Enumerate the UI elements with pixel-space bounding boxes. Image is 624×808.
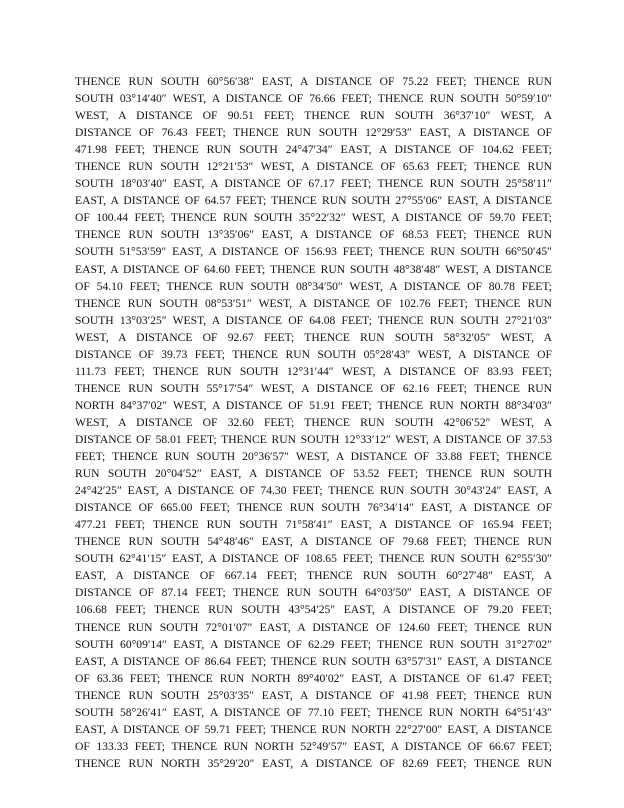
text-line: EAST, A DISTANCE OF 59.71 FEET; THENCE RUN NORTH 22°27′00″ EAST, A DISTANCE	[75, 722, 552, 736]
text-line: DISTANCE OF 87.14 FEET; THENCE RUN SOUTH 64°03′50″ EAST, A DISTANCE OF	[75, 586, 552, 600]
text-line: OF 100.44 FEET; THENCE RUN SOUTH 35°22′32″ WEST, A DISTANCE OF 59.70 FEET;	[75, 211, 552, 225]
text-line: SOUTH 03°14′40″ WEST, A DISTANCE OF 76.66 FEET; THENCE RUN SOUTH 50°59′10″	[75, 92, 552, 106]
text-line: SOUTH 13°03′25″ WEST, A DISTANCE OF 64.08 FEET; THENCE RUN SOUTH 27°21′03″	[75, 313, 552, 327]
text-line: THENCE RUN SOUTH 08°53′51″ WEST, A DISTANCE OF 102.76 FEET; THENCE RUN	[75, 296, 552, 310]
text-line: EAST, A DISTANCE OF 64.60 FEET; THENCE RUN SOUTH 48°38′48″ WEST, A DISTANCE	[75, 262, 552, 276]
text-line: SOUTH 60°09′14″ EAST, A DISTANCE OF 62.29 FEET; THENCE RUN SOUTH 31°27′02″	[75, 637, 552, 651]
text-line: OF 133.33 FEET; THENCE RUN NORTH 52°49′57″ EAST, A DISTANCE OF 66.67 FEET;	[75, 739, 552, 753]
text-line: WEST, A DISTANCE OF 90.51 FEET; THENCE RUN SOUTH 36°37′10″ WEST, A	[75, 109, 552, 123]
text-line: DISTANCE OF 665.00 FEET; THENCE RUN SOUTH 76°34′14″ EAST, A DISTANCE OF	[75, 501, 552, 515]
text-line: 471.98 FEET; THENCE RUN SOUTH 24°47′34″ EAST, A DISTANCE OF 104.62 FEET;	[75, 143, 552, 157]
text-line: SOUTH 58°26′41″ EAST, A DISTANCE OF 77.10 FEET; THENCE RUN NORTH 64°51′43″	[75, 705, 552, 719]
text-line: THENCE RUN NORTH 35°29′20″ EAST, A DISTANCE OF 82.69 FEET; THENCE RUN	[75, 756, 552, 770]
text-line: WEST, A DISTANCE OF 32.60 FEET; THENCE RUN SOUTH 42°06′52″ WEST, A	[75, 415, 552, 429]
text-line: EAST, A DISTANCE OF 86.64 FEET; THENCE RUN SOUTH 63°57′31″ EAST, A DISTANCE	[75, 654, 552, 668]
text-line: SOUTH 18°03′40″ EAST, A DISTANCE OF 67.17 FEET; THENCE RUN SOUTH 25°58′11″	[75, 177, 552, 191]
text-line: FEET; THENCE RUN SOUTH 20°36′57″ WEST, A DISTANCE OF 33.88 FEET; THENCE	[75, 450, 552, 464]
text-line: 111.73 FEET; THENCE RUN SOUTH 12°31′44″ WEST, A DISTANCE OF 83.93 FEET;	[75, 364, 552, 378]
text-line: THENCE RUN SOUTH 72°01′07″ EAST, A DISTANCE OF 124.60 FEET; THENCE RUN	[75, 620, 552, 634]
text-line: THENCE RUN SOUTH 25°03′35″ EAST, A DISTANCE OF 41.98 FEET; THENCE RUN	[75, 688, 552, 702]
text-line: 477.21 FEET; THENCE RUN SOUTH 71°58′41″ EAST, A DISTANCE OF 165.94 FEET;	[75, 518, 552, 532]
text-line: THENCE RUN SOUTH 55°17′54″ WEST, A DISTANCE OF 62.16 FEET; THENCE RUN	[75, 381, 552, 395]
text-line: DISTANCE OF 39.73 FEET; THENCE RUN SOUTH 05°28′43″ WEST, A DISTANCE OF	[75, 347, 552, 361]
text-line: WEST, A DISTANCE OF 92.67 FEET; THENCE RUN SOUTH 58°32′05″ WEST, A	[75, 330, 552, 344]
text-line: OF 63.36 FEET; THENCE RUN NORTH 89°40′02″ EAST, A DISTANCE OF 61.47 FEET;	[75, 671, 552, 685]
text-line: EAST, A DISTANCE OF 64.57 FEET; THENCE RUN SOUTH 27°55′06″ EAST, A DISTANCE	[75, 194, 552, 208]
text-line: THENCE RUN SOUTH 13°35′06″ EAST, A DISTANCE OF 68.53 FEET; THENCE RUN	[75, 228, 552, 242]
text-line: THENCE RUN SOUTH 12°21′53″ WEST, A DISTANCE OF 65.63 FEET; THENCE RUN	[75, 160, 552, 174]
text-line: DISTANCE OF 76.43 FEET; THENCE RUN SOUTH 12°29′53″ EAST, A DISTANCE OF	[75, 126, 552, 140]
text-line: OF 54.10 FEET; THENCE RUN SOUTH 08°34′50″ WEST, A DISTANCE OF 80.78 FEET;	[75, 279, 552, 293]
text-line: RUN SOUTH 20°04′52″ EAST, A DISTANCE OF 53.52 FEET; THENCE RUN SOUTH	[75, 467, 552, 481]
text-line: THENCE RUN SOUTH 54°48′46″ EAST, A DISTANCE OF 79.68 FEET; THENCE RUN	[75, 535, 552, 549]
text-line: SOUTH 62°41′15″ EAST, A DISTANCE OF 108.65 FEET; THENCE RUN SOUTH 62°55′30″	[75, 552, 552, 566]
text-line: SOUTH 51°53′59″ EAST, A DISTANCE OF 156.93 FEET; THENCE RUN SOUTH 66°50′45″	[75, 245, 552, 259]
text-line: EAST, A DISTANCE OF 667.14 FEET; THENCE RUN SOUTH 60°27′48″ EAST, A	[75, 569, 552, 583]
text-line: THENCE RUN SOUTH 60°56′38″ EAST, A DISTANCE OF 75.22 FEET; THENCE RUN	[75, 75, 552, 88]
legal-description-body	[75, 73, 552, 772]
text-line: DISTANCE OF 58.01 FEET; THENCE RUN SOUTH 12°33′12″ WEST, A DISTANCE OF 37.53	[75, 432, 552, 446]
text-line: 106.68 FEET; THENCE RUN SOUTH 43°54′25″ EAST, A DISTANCE OF 79.20 FEET;	[75, 603, 552, 617]
text-line: NORTH 84°37′02″ WEST, A DISTANCE OF 51.91 FEET; THENCE RUN NORTH 88°34′03″	[75, 398, 552, 412]
text-line: 24°42′25″ EAST, A DISTANCE OF 74.30 FEET; THENCE RUN SOUTH 30°43′24″ EAST, A	[75, 484, 552, 498]
